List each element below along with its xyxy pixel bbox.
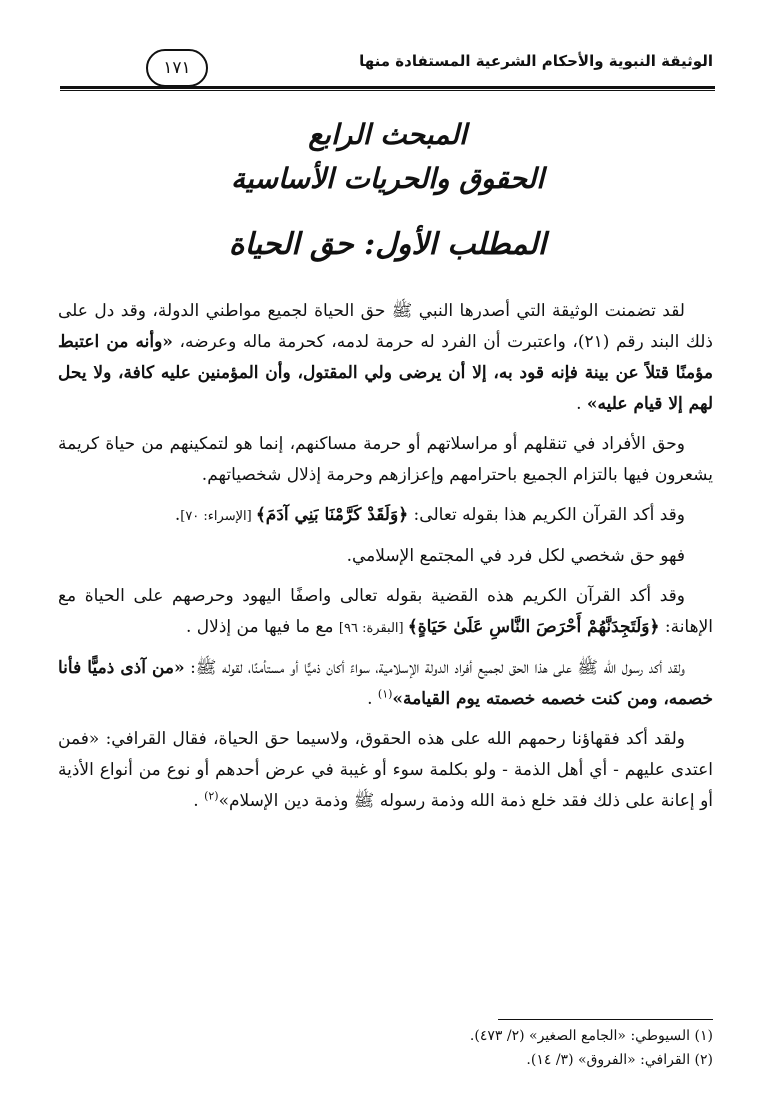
paragraph-text: ولقد أكد رسول الله ﷺ على هذا الحق لجميع أفراد الدولة الإسلامية، سواءً أكان ذميًّا أو مستأمنًا، لقوله ﷺ: [184, 658, 685, 678]
paragraph-text: لقد تضمنت الوثيقة التي أصدرها النبي ﷺ حق الحياة لجميع مواطني الدولة، وقد دل على ذلك البند رقم (٢١)، واعتبرت أن الفرد له حرمة لدمه، كحرمة ماله وعرضه، [58, 301, 713, 352]
footnote-marker[interactable]: (١) [377, 687, 393, 701]
header-rule [60, 86, 715, 91]
paragraph-6 [58, 653, 713, 715]
section-title: الحقوق والحريات الأساسية [231, 162, 544, 195]
paragraph-text: . [367, 689, 378, 709]
paragraph-3 [58, 500, 713, 532]
subsection-heading: المطلب الأول: حق الحياة [228, 227, 547, 262]
paragraph-text: وقد أكد القرآن الكريم هذا بقوله تعالى: [408, 505, 685, 525]
body-text [58, 296, 713, 826]
verse-reference: [الإسراء: ٧٠] [180, 509, 256, 524]
section-heading: المبحث الرابع [308, 118, 467, 151]
paragraph-2: وحق الأفراد في تنقلهم أو مراسلاتهم أو حرمة مساكنهم، إنما هو لتمكينهم من حياة كريمة يشعرون فيها بالتزام الجميع باحترامهم وإعزازهم وحرمة إذلال شخصياتهم. [58, 434, 713, 485]
quoted-clause: «وأنه من اعتبط مؤمنًا قتلاً عن بينة فإنه قود به، إلا أن يرضى ولي المقتول، وأن المؤمنين عليه كافة، ولا يحل لهم إلا قيام عليه» [58, 332, 713, 414]
page-number: ١٧١ [146, 49, 208, 87]
paragraph-1 [58, 296, 713, 420]
paragraph-text: . [576, 394, 587, 414]
paragraph-text: . [193, 791, 205, 811]
running-title: الوثيقة النبوية والأحكام الشرعية المستفادة منها [359, 52, 713, 70]
footnote-2: (٢) القرافي: «الفروق» (٣/ ١٤). [526, 1052, 713, 1068]
footnote-1: (١) السيوطي: «الجامع الصغير» (٢/ ٤٧٣). [469, 1028, 713, 1044]
hadith-quote: «من آذى ذميًّا فأنا خصمه، ومن كنت خصمه خصمته يوم القيامة» [58, 658, 713, 709]
footnote-marker[interactable]: (٢) [204, 789, 219, 803]
paragraph-text: . [174, 505, 181, 525]
quran-verse: ﴿وَلَقَدْ كَرَّمْنَا بَنِي آدَمَ﴾ [255, 505, 409, 525]
paragraph-4: فهو حق شخصي لكل فرد في المجتمع الإسلامي. [346, 546, 685, 566]
paragraph-text: وقد أكد القرآن الكريم هذه القضية بقوله تعالى واصفًا اليهود وحرصهم على الحياة مع الإهانة: [58, 586, 713, 637]
quran-verse: ﴿وَلَتَجِدَنَّهُمْ أَحْرَصَ النَّاسِ عَلَىٰ حَيَاةٍ﴾ [407, 617, 660, 637]
paragraph-7 [58, 724, 713, 817]
verse-reference: [البقرة: ٩٦] [338, 621, 408, 636]
footnote-rule [498, 1019, 713, 1020]
footnotes [58, 1024, 713, 1072]
paragraph-text: ولقد أكد فقهاؤنا رحمهم الله على هذه الحقوق، ولاسيما حق الحياة، فقال القرافي: «فمن اعتدى عليهم - أي أهل الذمة - ولو بكلمة سوء أو غيبة في عرض أحدهم أو نوع من أنواع الأذية أو إعانة على ذلك فقد خلع ذمة الله وذمة رسوله ﷺ وذمة دين الإسلام» [58, 729, 713, 811]
paragraph-text: مع ما فيها من إذلال . [185, 617, 339, 637]
paragraph-5 [58, 581, 713, 644]
